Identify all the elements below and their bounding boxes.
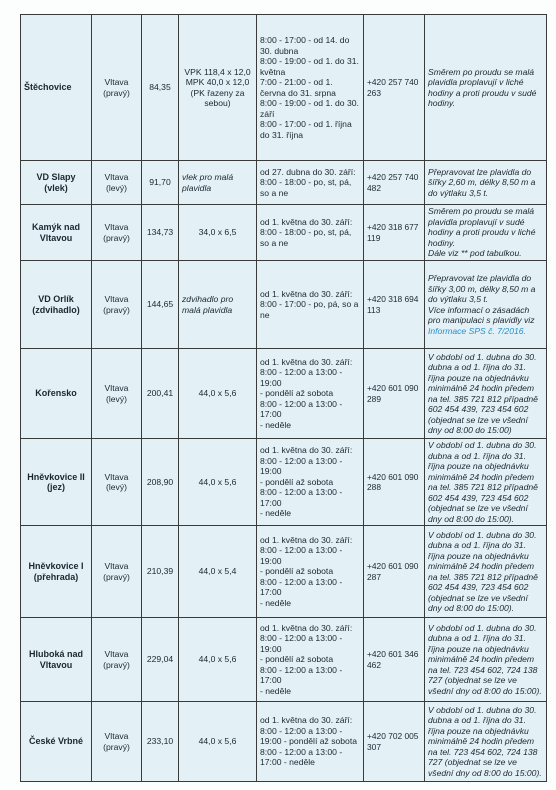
note-text: Přepravovat lze plavidla do šířky 2,60 m, délky 8,50 m a do výtlaku 3,5 t. — [425, 161, 547, 205]
note-text-main: Přepravovat lze plavidla do šířky 3,00 m, délky 8,50 m a do výtlaku 3,5 t. Více informací o zásadách pro manipulaci s plavidly viz — [428, 273, 536, 325]
lock-name: Štěchovice — [21, 15, 92, 161]
operating-hours: 8:00 - 17:00 - od 14. do 30. dubna 8:00 - 19:00 - od 1. do 31. května 7:00 - 21:00 - od 1. června do 31. srpna 8:00 - 19:00 - od 1. do 30. září 8:00 - 17:00 - od 1. října do 31. října — [257, 15, 364, 161]
info-sps-link[interactable]: Informace SPS č. 7/2016. — [428, 325, 526, 336]
river-km: 208,90 — [142, 439, 179, 526]
phone-contact: +420 702 005 307 — [364, 702, 425, 782]
river-km: 144,65 — [142, 261, 179, 349]
operating-hours: od 1. května do 30. září: 8:00 - 17:00 - po, pá, so a ne — [257, 261, 364, 349]
lock-name: VD Orlík (zdvihadlo) — [21, 261, 92, 349]
river-bank: Vltava (pravý) — [92, 618, 142, 702]
river-km: 91,70 — [142, 161, 179, 205]
table-row — [21, 261, 547, 349]
river-bank: Vltava (levý) — [92, 349, 142, 439]
table-row — [21, 439, 547, 526]
river-bank: Vltava (pravý) — [92, 15, 142, 161]
lock-name: Kořensko — [21, 349, 92, 439]
chamber-size: 34,0 x 6,5 — [179, 205, 257, 261]
note-text: V období od 1. dubna do 30. dubna a od 1. října do 31. října pouze na objednávku minimálně 24 hodin předem na tel. 385 721 812 případně 602 454 439, 723 454 602 (objednat se lze ve všední dny od 8:00 do 15:00). — [425, 439, 547, 526]
phone-contact: +420 257 740 263 — [364, 15, 425, 161]
phone-contact: +420 601 346 462 — [364, 618, 425, 702]
operating-hours: od 1. května do 30. září: 8:00 - 12:00 a 13:00 - 19:00 - pondělí až sobota 8:00 - 12:00 a 13:00 - 17:00 - neděle — [257, 702, 364, 782]
chamber-size: 44,0 x 5,6 — [179, 439, 257, 526]
table-row — [21, 15, 547, 161]
river-km: 200,41 — [142, 349, 179, 439]
phone-contact: +420 601 090 287 — [364, 526, 425, 618]
chamber-size: 44,0 x 5,6 — [179, 702, 257, 782]
phone-contact: +420 601 090 288 — [364, 439, 425, 526]
note-text — [425, 261, 547, 349]
river-km: 134,73 — [142, 205, 179, 261]
river-km: 210,39 — [142, 526, 179, 618]
note-text: V období od 1. dubna do 30. dubna a od 1. října do 31. října pouze na objednávku minimálně 24 hodin předem na tel. 723 454 602, 724 138 727 (objednat se lze ve všední dny od 8:00 do 15:00). — [425, 618, 547, 702]
chamber-size: zdvihadlo pro malá plavidla — [179, 261, 257, 349]
table-row — [21, 161, 547, 205]
river-bank: Vltava (levý) — [92, 161, 142, 205]
operating-hours: od 1. května do 30. září: 8:00 - 12:00 a 13:00 - 19:00 - pondělí až sobota 8:00 - 12:00 a 13:00 - 17:00 - neděle — [257, 349, 364, 439]
chamber-size: vlek pro malá plavidla — [179, 161, 257, 205]
phone-contact: +420 318 677 119 — [364, 205, 425, 261]
lock-name: Hněvkovice II (jez) — [21, 439, 92, 526]
phone-contact: +420 257 740 482 — [364, 161, 425, 205]
lock-name: VD Slapy (vlek) — [21, 161, 92, 205]
phone-contact: +420 601 090 289 — [364, 349, 425, 439]
river-bank: Vltava (pravý) — [92, 205, 142, 261]
river-bank: Vltava (pravý) — [92, 261, 142, 349]
lock-name: Kamýk nad Vltavou — [21, 205, 92, 261]
river-km: 229,04 — [142, 618, 179, 702]
operating-hours: od 1. května do 30. září: 8:00 - 12:00 a 13:00 - 19:00 - pondělí až sobota 8:00 - 12:00 a 13:00 - 17:00 - neděle — [257, 618, 364, 702]
table-row — [21, 526, 547, 618]
river-bank: Vltava (levý) — [92, 439, 142, 526]
lock-name: České Vrbné — [21, 702, 92, 782]
chamber-size: VPK 118,4 x 12,0 MPK 40,0 x 12,0 (PK řazeny za sebou) — [179, 15, 257, 161]
operating-hours: od 1. května do 30. září: 8:00 - 12:00 a 13:00 - 19:00 - pondělí až sobota 8:00 - 12:00 a 13:00 - 17:00 - neděle — [257, 439, 364, 526]
lock-name: Hněvkovice I (přehrada) — [21, 526, 92, 618]
phone-contact: +420 318 694 113 — [364, 261, 425, 349]
river-km: 84,35 — [142, 15, 179, 161]
table-row — [21, 702, 547, 782]
river-bank: Vltava (pravý) — [92, 702, 142, 782]
chamber-size: 44,0 x 5,4 — [179, 526, 257, 618]
chamber-size: 44,0 x 5,6 — [179, 618, 257, 702]
lock-name: Hluboká nad Vltavou — [21, 618, 92, 702]
note-text: Směrem po proudu se malá plavidla proplavují v sudé hodiny a proti proudu v liché hodiny. Dále viz ** pod tabulkou. — [425, 205, 547, 261]
table-row — [21, 205, 547, 261]
note-text: V období od 1. dubna do 30. dubna a od 1. října do 31. října pouze na objednávku minimálně 24 hodin předem na tel. 385 721 812 případně 602 454 439, 723 454 602 (objednat se lze ve všední dny od 8:00 do 15:00) — [425, 349, 547, 439]
chamber-size: 44,0 x 5,6 — [179, 349, 257, 439]
table-row — [21, 618, 547, 702]
operating-hours: od 1. května do 30. září: 8:00 - 18:00 - po, st, pá, so a ne — [257, 205, 364, 261]
note-text: Směrem po proudu se malá plavidla proplavují v liché hodiny a proti proudu v sudé hodiny. — [425, 15, 547, 161]
note-text: V období od 1. dubna do 30. dubna a od 1. října do 31. října pouze na objednávku minimálně 24 hodin předem na tel. 723 454 602, 724 138 727 (objednat se lze ve všední dny od 8:00 do 15:00). — [425, 702, 547, 782]
river-km: 233,10 — [142, 702, 179, 782]
table-row — [21, 349, 547, 439]
operating-hours: od 27. dubna do 30. září: 8:00 - 18:00 - po, st, pá, so a ne — [257, 161, 364, 205]
river-bank: Vltava (pravý) — [92, 526, 142, 618]
operating-hours: od 1. května do 30. září: 8:00 - 12:00 a 13:00 - 19:00 - pondělí až sobota 8:00 - 12:00 a 13:00 - 17:00 - neděle — [257, 526, 364, 618]
note-text: V období od 1. dubna do 30. dubna a od 1. října do 31. října pouze na objednávku minimálně 24 hodin předem na tel. 385 721 812 případně 602 454 439, 723 454 602 (objednat se lze ve všední dny od 8:00 do 15:00). — [425, 526, 547, 618]
locks-table — [20, 14, 547, 782]
